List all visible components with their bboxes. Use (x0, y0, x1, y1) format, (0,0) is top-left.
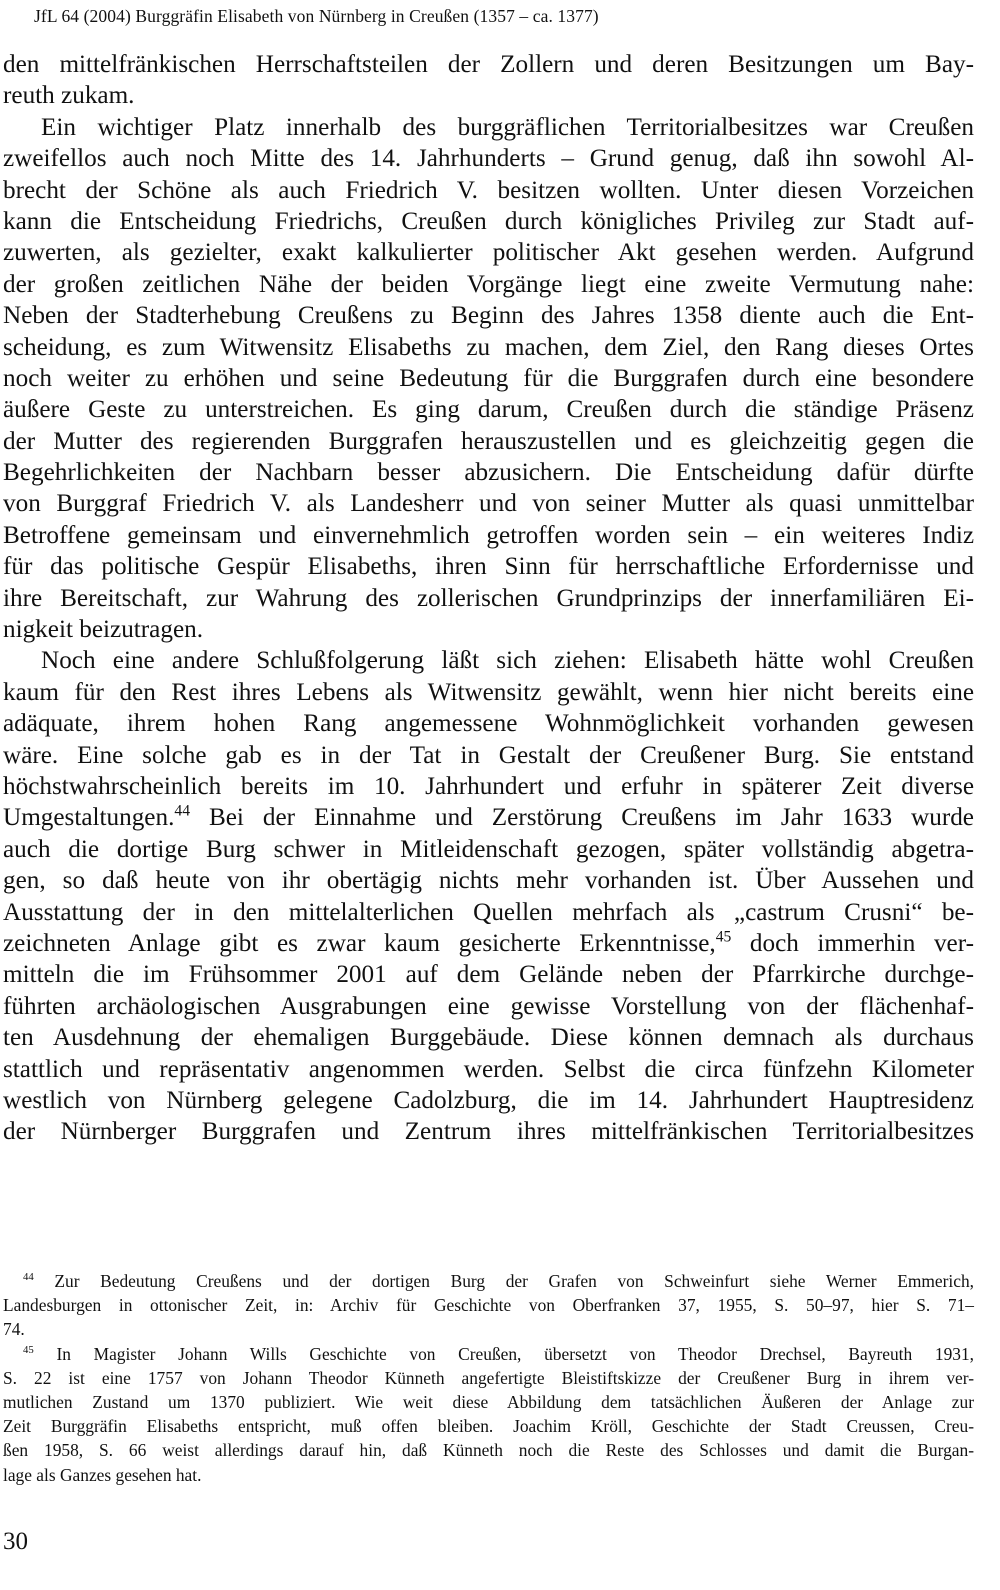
body-line (3, 488, 974, 519)
line-text: zuwerten, als gezielter, exakt kalkulierter politischer Akt gesehen werden. Aufgrund (3, 239, 974, 267)
footnote-line (3, 1463, 974, 1487)
line-text: der Mutter des regierenden Burggrafen herauszustellen und es gleichzeitig gegen die (3, 427, 974, 455)
body-line (3, 1116, 974, 1147)
line-text: Begehrlichkeiten der Nachbarn besser abzusichern. Die Entscheidung dafür dürfte (3, 459, 974, 487)
body-line (3, 928, 974, 959)
line-text: führten archäologischen Ausgrabungen eine gewisse Vorstellung von der flächenhaf- (3, 992, 974, 1020)
line-text: ßen 1958, S. 66 weist allerdings darauf hin, daß Künneth noch die Reste des Schlosses und damit die Burgan- (3, 1440, 974, 1461)
footnotes (3, 1269, 974, 1487)
body-line (3, 834, 974, 865)
body-line (3, 677, 974, 708)
footnote-line (3, 1317, 974, 1341)
running-header: JfL 64 (2004) Burggräfin Elisabeth von Nürnberg in Creußen (1357 – ca. 1377) (34, 6, 599, 26)
line-text: Noch eine andere Schlußfolgerung läßt sich ziehen: Elisabeth hätte wohl Creußen (41, 647, 974, 675)
line-text: 74. (3, 1319, 25, 1340)
body-line (3, 394, 974, 425)
line-text: Umgestaltungen. (3, 804, 175, 832)
footnote-number: 44 (23, 1271, 34, 1284)
footnote-line (3, 1390, 974, 1414)
line-text: mutlichen Zustand um 1370 publiziert. Wie weit diese Abbildung dem tatsächlichen Äußeren der Anlage zur (3, 1391, 974, 1412)
body-line (3, 300, 974, 331)
body-line (3, 269, 974, 300)
body-line (3, 175, 974, 206)
footnote-text: Zur Bedeutung Creußens und der dortigen Burg der Grafen von Schweinfurt siehe Werner Emmerich, (33, 1271, 974, 1291)
body-line (3, 1022, 974, 1053)
body-line (3, 520, 974, 551)
footnote-line (3, 1438, 974, 1462)
line-text: zweifellos auch noch Mitte des 14. Jahrhunderts – Grund genug, daß ihn sowohl Al- (3, 145, 974, 173)
footnote-line (3, 1366, 974, 1390)
line-text: für das politische Gespür Elisabeths, ihren Sinn für herrschaftliche Erfordernisse und (3, 553, 974, 581)
line-text: adäquate, ihrem hohen Rang angemessene Wohnmöglichkeit vorhanden gewesen (3, 710, 974, 738)
footnote-line (3, 1293, 974, 1317)
footnote-line (3, 1414, 974, 1438)
line-text: S. 22 ist eine 1757 von Johann Theodor Künneth angefertigte Bleistiftskizze der Creußener Burg in ihrem ver- (3, 1367, 974, 1388)
line-text: brecht der Schöne als auch Friedrich V. besitzen wollten. Unter diesen Vorzeichen (3, 176, 974, 204)
body-line (3, 740, 974, 771)
body-line (3, 332, 974, 363)
line-text: höchstwahrscheinlich bereits im 10. Jahrhundert und erfuhr in späterer Zeit diverse (3, 772, 974, 800)
body-line (3, 897, 974, 928)
line-text: Betroffene gemeinsam und einvernehmlich getroffen worden sein – ein weiteres Indiz (3, 521, 974, 549)
footnote-line (3, 1342, 974, 1366)
body-line (3, 708, 974, 739)
body-line (3, 771, 974, 802)
body-line (3, 237, 974, 268)
body-line (3, 865, 974, 896)
body-text (3, 49, 974, 1148)
body-line (3, 1085, 974, 1116)
line-text: Zeit Burggräfin Elisabeths entspricht, muß offen bleiben. Joachim Kröll, Geschichte der Stadt Creussen, Creu- (3, 1416, 974, 1437)
line-text: von Burggraf Friedrich V. als Landesherr und von seiner Mutter als quasi unmittelbar (3, 490, 974, 518)
line-text: äußere Geste zu unterstreichen. Es ging darum, Creußen durch die ständige Präsenz (3, 396, 974, 424)
line-text: wäre. Eine solche gab es in der Tat in Gestalt der Creußener Burg. Sie entstand (3, 741, 974, 769)
body-line (3, 143, 974, 174)
line-text: auch die dortige Burg schwer in Mitleidenschaft gezogen, später vollständig abgetra- (3, 835, 974, 863)
body-line (3, 959, 974, 990)
line-text: Bei der Einnahme und Zerstörung Creußens im Jahr 1633 wurde (190, 804, 974, 832)
body-line (3, 426, 974, 457)
line-text: lage als Ganzes gesehen hat. (3, 1464, 202, 1485)
line-text: nigkeit beizutragen. (3, 616, 204, 644)
line-text: doch immerhin ver- (731, 929, 974, 957)
line-text: reuth zukam. (3, 82, 135, 110)
line-text: mitteln die im Frühsommer 2001 auf dem Gelände neben der Pfarrkirche durchge- (3, 961, 974, 989)
line-text: kann die Entscheidung Friedrichs, Creußen durch königliches Privileg zur Stadt auf- (3, 207, 974, 235)
line-text: scheidung, es zum Witwensitz Elisabeths zu machen, dem Ziel, den Rang dieses Ortes (3, 333, 974, 361)
body-line (3, 49, 974, 80)
line-text: kaum für den Rest ihres Lebens als Witwensitz gewählt, wenn hier nicht bereits eine (3, 678, 974, 706)
line-text: Ein wichtiger Platz innerhalb des burggräflichen Territorialbesitzes war Creußen (41, 113, 974, 141)
body-line (3, 206, 974, 237)
line-text: der großen zeitlichen Nähe der beiden Vorgänge liegt eine zweite Vermutung nahe: (3, 270, 974, 298)
line-text: Ausstattung der in den mittelalterlichen Quellen mehrfach als „castrum Crusni“ be- (3, 898, 974, 926)
body-line (3, 802, 974, 833)
footnote-line (3, 1269, 974, 1293)
footnote-reference[interactable]: 44 (174, 802, 190, 820)
body-line (3, 991, 974, 1022)
line-text: westlich von Nürnberg gelegene Cadolzburg, die im 14. Jahrhundert Hauptresidenz (3, 1086, 974, 1114)
body-line (3, 80, 974, 111)
page-number: 30 (3, 1528, 28, 1555)
line-text: gen, so daß heute von ihr obertägig nichts mehr vorhanden ist. Über Aussehen und (3, 867, 974, 895)
line-text: noch weiter zu erhöhen und seine Bedeutung für die Burggrafen durch eine besondere (3, 364, 974, 392)
body-line (3, 583, 974, 614)
body-line (3, 614, 974, 645)
footnote-number: 45 (23, 1343, 34, 1356)
body-line (3, 363, 974, 394)
body-line (3, 645, 974, 676)
line-text: Neben der Stadterhebung Creußens zu Beginn des Jahres 1358 diente auch die Ent- (3, 302, 974, 330)
line-text: ten Ausdehnung der ehemaligen Burggebäude. Diese können demnach als durchaus (3, 1024, 974, 1052)
footnote-text: In Magister Johann Wills Geschichte von Creußen, übersetzt von Theodor Drechsel, Bayreuth 1931, (33, 1343, 974, 1364)
footnote-reference[interactable]: 45 (715, 928, 732, 946)
line-text: Landesburgen in ottonischer Zeit, in: Archiv für Geschichte von Oberfranken 37, 1955, S. 50–97, hier S. 71– (3, 1295, 974, 1316)
body-line (3, 1054, 974, 1085)
line-text: stattlich und repräsentativ angenommen werden. Selbst die circa fünfzehn Kilometer (3, 1055, 974, 1083)
body-line (3, 112, 974, 143)
line-text: zeichneten Anlage gibt es zwar kaum gesicherte Erkenntnisse, (3, 929, 716, 957)
body-line (3, 457, 974, 488)
line-text: der Nürnberger Burggrafen und Zentrum ihres mittelfränkischen Territorialbesitzes (3, 1118, 974, 1146)
body-line (3, 551, 974, 582)
line-text: den mittelfränkischen Herrschaftsteilen der Zollern und deren Besitzungen um Bay- (3, 51, 974, 78)
line-text: ihre Bereitschaft, zur Wahrung des zollerischen Grundprinzips der innerfamiliären Ei- (3, 584, 974, 612)
